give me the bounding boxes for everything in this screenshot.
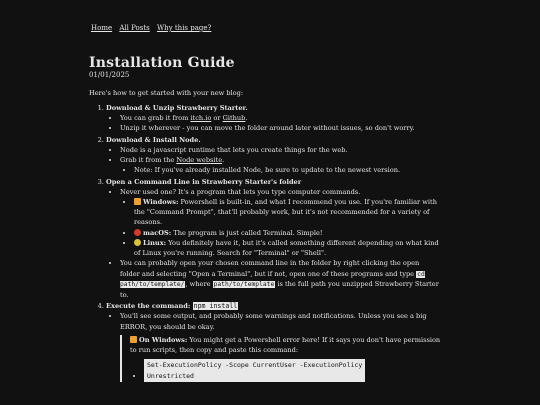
- step-1-bullets: [106, 113, 441, 133]
- text: You definitely have it, but it's called something different depending on what kind of Linux you're running. Search for "Terminal" or "Shell".: [134, 238, 439, 258]
- os-label: Windows:: [143, 197, 179, 206]
- step-3: [106, 177, 441, 301]
- github-link[interactable]: Github: [222, 114, 246, 123]
- steps-list: [89, 103, 441, 382]
- npm-install-code: npm install: [193, 302, 238, 311]
- text: , where: [185, 280, 213, 289]
- windows-note-quote: [120, 335, 441, 382]
- text: Powershell is built-in, and what I recommend you use. If you're familiar with the "Command Prompt", that'll probably work, but it's not recommended for a variety of reasons.: [134, 197, 437, 227]
- step-1: [106, 103, 441, 134]
- step-3-bullets: [106, 187, 441, 300]
- step-2-heading: Download & Install Node.: [106, 135, 201, 144]
- cd-command-code: cd path/to/template/: [120, 270, 425, 289]
- text: is the full path you unzipped Strawberry Starter to.: [120, 280, 439, 299]
- command-item: [144, 355, 441, 382]
- text: You can probably open your chosen command line in the folder by right clicking the open folder and selecting "Open a Terminal", but if not, open one of these programs and type: [120, 259, 420, 278]
- os-list: [120, 197, 441, 258]
- windows-item: [134, 197, 441, 228]
- text: Never used one? It's a program that lets you type computer commands.: [120, 187, 361, 196]
- step-4: [106, 301, 441, 382]
- intro-text: Here's how to get started with your new blog:: [89, 89, 244, 97]
- step-2-bullets: [106, 145, 441, 176]
- windows-icon: [130, 336, 137, 343]
- linux-penguin-icon: [134, 239, 141, 246]
- linux-item: [134, 238, 441, 258]
- post-date: 01/01/2025: [89, 71, 130, 79]
- list-item: • Unzip it wherever - you can move the folder around later without issues, so don't worry.: [120, 123, 441, 133]
- text: You'll see some output, and probably some warnings and notifications. Unless you see a big ERROR, you should be okay.: [120, 312, 427, 331]
- text: You can grab it from: [120, 114, 191, 123]
- text: or: [211, 114, 223, 123]
- step-2: [106, 135, 441, 176]
- os-label: macOS:: [143, 228, 172, 237]
- nav-home-link[interactable]: Home: [91, 24, 113, 32]
- top-nav: [91, 23, 216, 34]
- command-list: [130, 355, 441, 382]
- quote-label: On Windows:: [139, 335, 188, 344]
- list-item: [120, 311, 441, 382]
- windows-icon: [134, 198, 141, 205]
- command-line: Unrestricted: [147, 371, 194, 380]
- os-label: Linux:: [143, 238, 167, 247]
- step-4-heading: Execute the command:: [106, 302, 193, 311]
- step-4-bullets: [106, 311, 441, 382]
- apple-icon: [134, 229, 141, 236]
- text: The program is just called Terminal. Simple!: [171, 228, 323, 237]
- macos-item: [134, 228, 441, 238]
- text: .: [222, 156, 225, 165]
- execution-policy-command[interactable]: [144, 359, 365, 382]
- nav-why-link[interactable]: Why this page?: [156, 24, 212, 32]
- list-item: [120, 155, 441, 175]
- nav-all-posts-link[interactable]: All Posts: [119, 24, 150, 32]
- text: Grab it from the: [120, 156, 177, 165]
- list-item: [120, 258, 441, 300]
- list-item: • Node is a javascript runtime that lets you create things for the web.: [120, 145, 441, 155]
- list-item: [120, 113, 441, 123]
- nested-list: [120, 165, 441, 175]
- step-1-heading: Download & Unzip Strawberry Starter.: [106, 104, 248, 112]
- post-content: [89, 103, 441, 383]
- note-item: • Note: If you've already installed Node, be sure to update to the newest version.: [134, 165, 441, 175]
- path-code: path/to/template: [213, 281, 275, 289]
- text: .: [245, 114, 248, 123]
- step-3-heading: Open a Command Line in Strawberry Starter's folder: [106, 177, 302, 186]
- command-line: • Set-ExecutionPolicy -Scope CurrentUser -ExecutionPolicy: [147, 361, 363, 370]
- list-item: [120, 187, 441, 259]
- node-website-link[interactable]: Node website: [176, 156, 223, 165]
- page-title: Installation Guide: [89, 55, 235, 71]
- text: You might get a Powershell error here! If it says you don't have permission to run scripts, then copy and paste this command:: [130, 335, 441, 355]
- itch-link[interactable]: itch.io: [190, 114, 212, 123]
